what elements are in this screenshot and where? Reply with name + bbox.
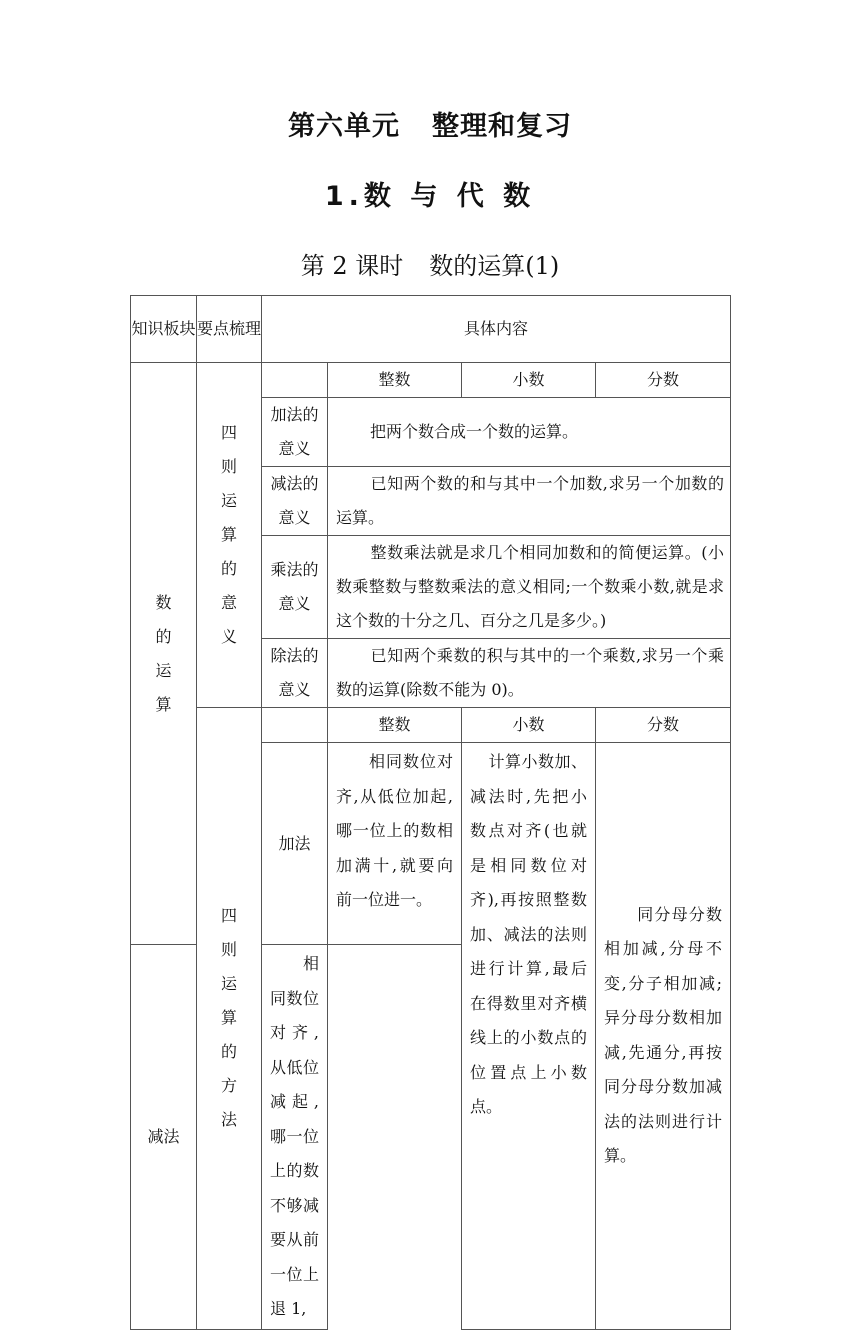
subtraction-method-label: 减法 xyxy=(131,945,197,1330)
addition-meaning-label: 加法的意义 xyxy=(262,398,328,467)
table-header-row xyxy=(131,296,731,363)
addition-integer-text: 相同数位对齐,从低位加起,哪一位上的数相加满十,就要向前一位进一。 xyxy=(328,743,462,945)
method-columns-row xyxy=(131,708,731,743)
decimal-method-text: 计算小数加、减法时,先把小数点对齐(也就是相同数位对齐),再按照整数加、减法的法则进行计算,最后在得数里对齐横线上的小数点的位置点上小数点。 xyxy=(462,743,596,1330)
blank-corner-cell-2 xyxy=(262,708,328,743)
lesson-number: 第 2 课时 xyxy=(300,252,404,280)
meaning-point-label: 四则运算的意义 xyxy=(197,363,262,708)
subtraction-integer-text: 相同数位对齐,从低位减起,哪一位上的数不够减要从前一位上退 1, xyxy=(262,945,328,1330)
division-meaning-label: 除法的意义 xyxy=(262,639,328,708)
lesson-title xyxy=(0,246,860,281)
division-meaning-text: 已知两个乘数的积与其中的一个乘数,求另一个乘数的运算(除数不能为 0)。 xyxy=(328,639,731,708)
fraction-method-text: 同分母分数相加减,分母不变,分子相加减;异分母分数相加减,先通分,再按同分母分数加减法的法则进行计算。 xyxy=(596,743,731,1330)
col-decimal: 小数 xyxy=(462,363,596,398)
col-fraction: 分数 xyxy=(596,363,731,398)
header-key-points: 要点梳理 xyxy=(197,296,262,363)
block-label: 数的运算 xyxy=(131,363,197,945)
subtraction-meaning-text: 已知两个数的和与其中一个加数,求另一个加数的运算。 xyxy=(328,467,731,536)
header-knowledge-block: 知识板块 xyxy=(131,296,197,363)
section-title: 1.数 与 代 数 xyxy=(324,181,536,212)
col-integer: 整数 xyxy=(328,363,462,398)
addition-method-label: 加法 xyxy=(262,743,328,945)
knowledge-table xyxy=(130,295,731,1330)
addition-meaning-text: 把两个数合成一个数的运算。 xyxy=(328,398,731,467)
method-col-decimal: 小数 xyxy=(462,708,596,743)
multiplication-meaning-text: 整数乘法就是求几个相同加数和的简便运算。(小数乘整数与整数乘法的意义相同;一个数乘小数,就是求这个数的十分之几、百分之几是多少。) xyxy=(328,536,731,639)
method-col-integer: 整数 xyxy=(328,708,462,743)
header-content: 具体内容 xyxy=(262,296,731,363)
lesson-name: 数的运算(1) xyxy=(429,252,560,280)
unit-title-name: 整理和复习 xyxy=(432,111,572,142)
unit-title xyxy=(0,104,860,143)
multiplication-meaning-label: 乘法的意义 xyxy=(262,536,328,639)
meaning-columns-row xyxy=(131,363,731,398)
blank-corner-cell xyxy=(262,363,328,398)
method-point-label: 四则运算的方法 xyxy=(197,708,262,1330)
unit-title-number: 第六单元 xyxy=(288,111,400,142)
subtraction-meaning-label: 减法的意义 xyxy=(262,467,328,536)
method-col-fraction: 分数 xyxy=(596,708,731,743)
